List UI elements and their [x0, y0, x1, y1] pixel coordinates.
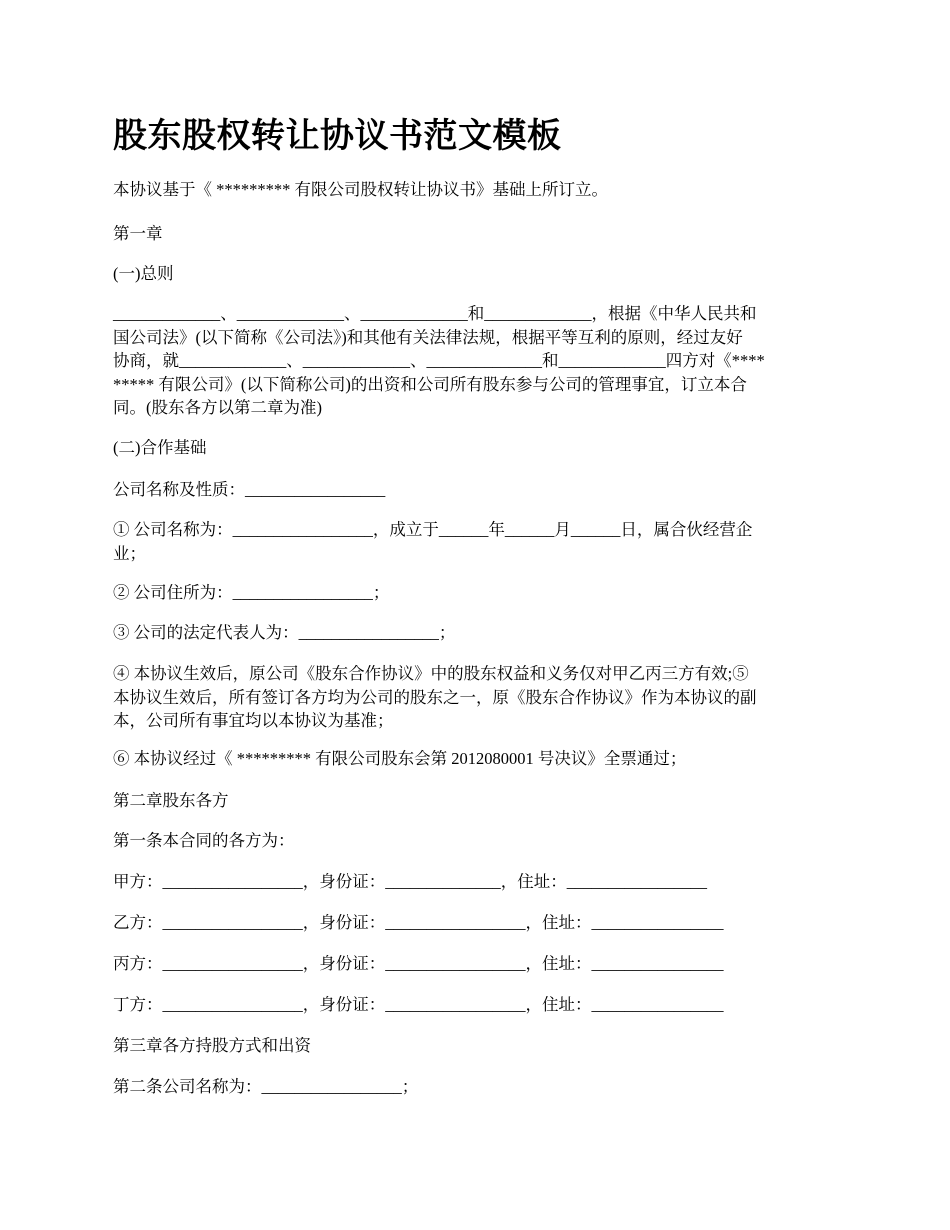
text-line: ④ 本协议生效后，原公司《股东合作协议》中的股东权益和义务仅对甲乙丙三方有效;⑤ [113, 664, 749, 683]
intro-paragraph: 本协议基于《 ********* 有限公司股权转让协议书》基础上所订立。 [113, 180, 608, 199]
party-b-line: 乙方：_________________，身份证：_________________，住址：________________ [113, 913, 724, 932]
text-line: ① 公司名称为：_________________，成立于______年______月______日，属合伙经营企 [113, 520, 753, 539]
item-3-legal-representative: ③ 公司的法定代表人为：_________________； [113, 623, 456, 642]
item-1-company-name [113, 518, 841, 565]
text-line: 本，公司所有事宜均以本协议为基准； [113, 711, 394, 730]
text-line: 同。(股东各方以第二章为准) [113, 398, 322, 417]
text-line: ***** 有限公司》(以下简称公司)的出资和公司所有股东参与公司的管理事宜，订立本合 [113, 374, 747, 394]
text-line: 国公司法》(以下简称《公司法》)和其他有关法律法规，根据平等互利的原则，经过友好 [113, 327, 743, 347]
party-c-line: 丙方：_________________，身份证：_________________，住址：________________ [113, 954, 724, 973]
chapter-three-heading: 第三章各方持股方式和出资 [113, 1036, 311, 1055]
item-2-company-address: ② 公司住所为：_________________； [113, 583, 390, 602]
item-4-5-effectiveness [113, 662, 841, 733]
article-two-line: 第二条公司名称为：_________________； [113, 1077, 419, 1096]
general-principles-heading: (一)总则 [113, 264, 174, 283]
company-name-nature-line: 公司名称及性质：_________________ [113, 480, 386, 499]
text-line: 业； [113, 543, 146, 563]
chapter-two-heading: 第二章股东各方 [113, 791, 229, 810]
item-6-resolution: ⑥ 本协议经过《 ********* 有限公司股东会第 2012080001 号决议》全票通过； [113, 749, 687, 768]
text-line: 本协议生效后，所有签订各方均为公司的股东之一，原《股东合作协议》作为本协议的副 [113, 687, 757, 707]
cooperation-basis-heading: (二)合作基础 [113, 438, 207, 457]
party-d-line: 丁方：_________________，身份证：_________________，住址：________________ [113, 995, 724, 1014]
document-title: 股东股权转让协议书范文模板 [113, 116, 562, 156]
parties-preamble-paragraph [113, 302, 841, 420]
article-one-heading: 第一条本合同的各方为： [113, 831, 295, 850]
chapter-one-heading: 第一章 [113, 224, 163, 243]
text-line: 协商，就_____________、_____________、______________和_____________四方对《**** [113, 351, 765, 370]
text-line: _____________、_____________、_____________和_____________，根据《中华人民共和 [113, 304, 757, 323]
party-a-line: 甲方：_________________，身份证：______________，住址：_________________ [113, 872, 707, 891]
